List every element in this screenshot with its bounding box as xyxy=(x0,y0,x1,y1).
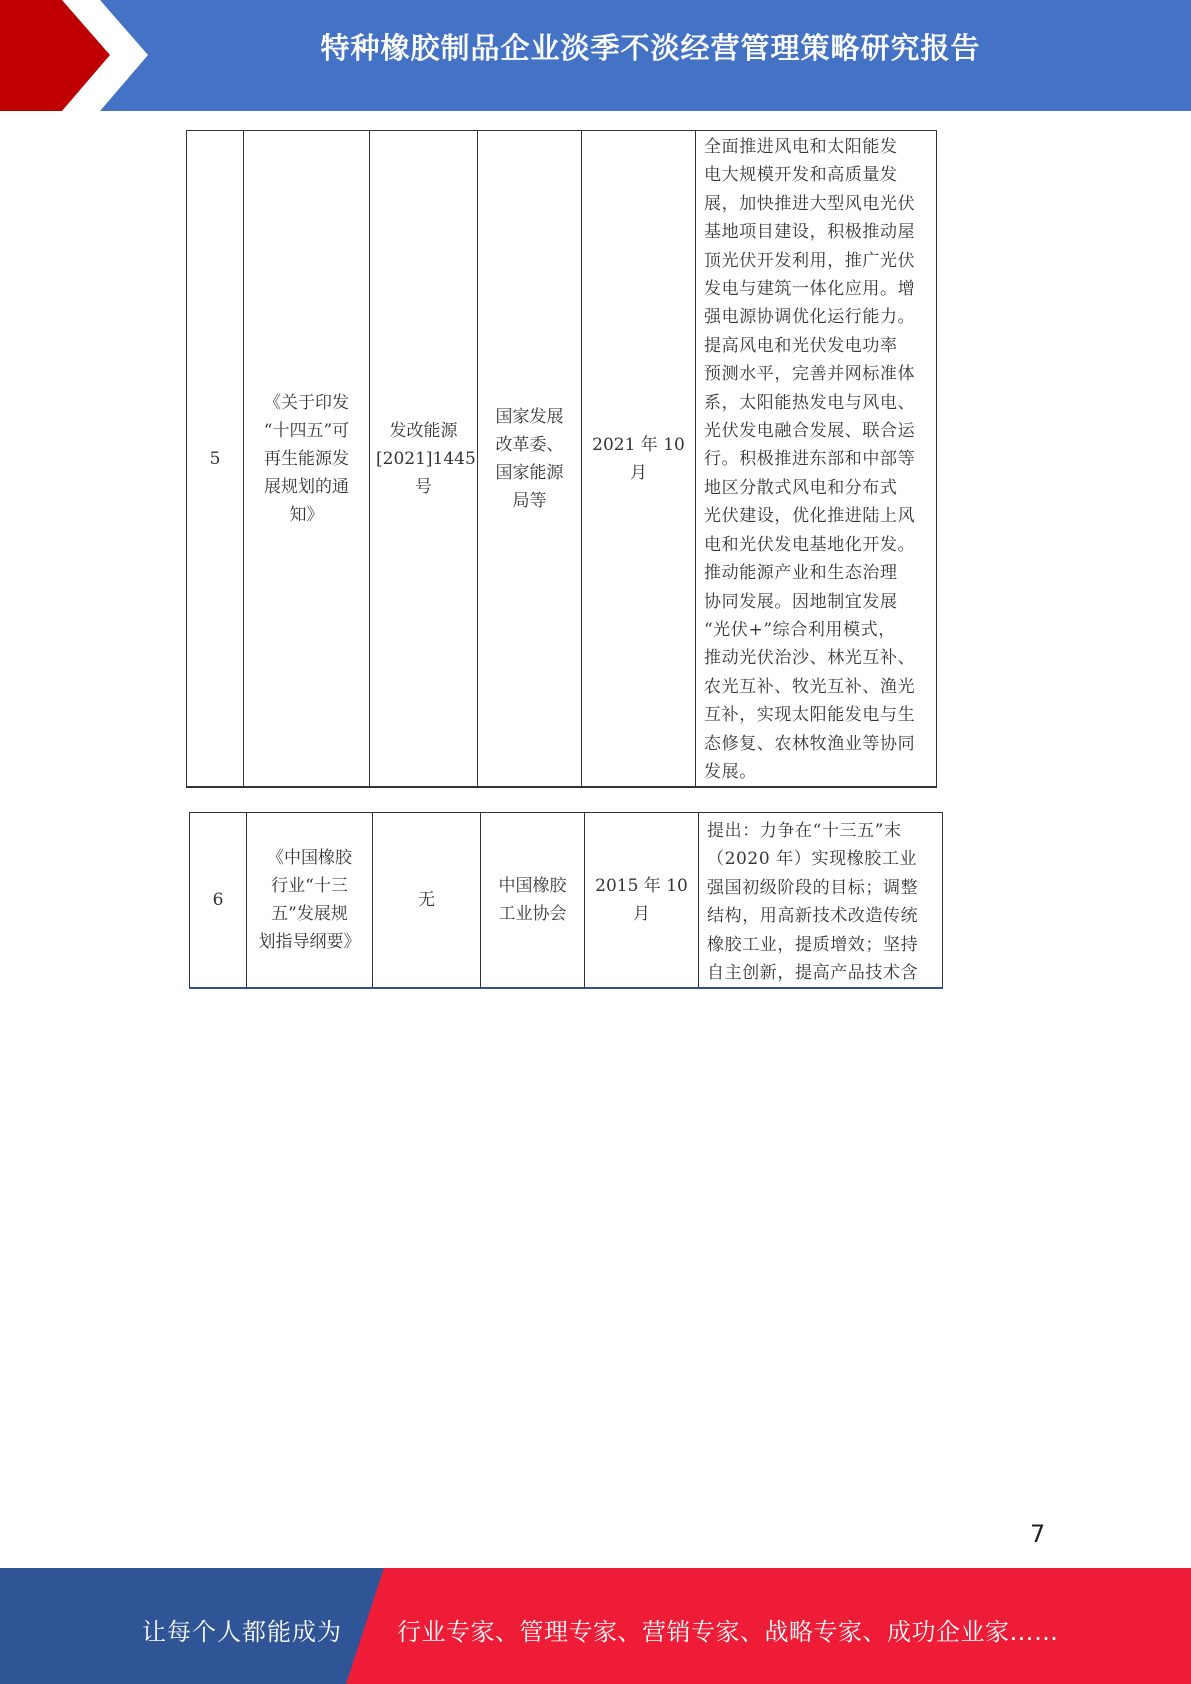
table-row xyxy=(187,131,937,788)
summary-line: 协同发展。因地制宜发展 xyxy=(704,591,898,612)
page-number: 7 xyxy=(1030,1520,1046,1548)
row-number: 5 xyxy=(209,448,221,469)
issuer-line: 国家发展 xyxy=(495,406,564,427)
document-number-line: [2021]1445 xyxy=(376,448,476,469)
summary-line: 顶光伏开发利用，推广光伏 xyxy=(704,250,916,271)
date-line: 2021 年 10 xyxy=(592,434,685,455)
document-number-cell xyxy=(370,131,478,788)
summary-line: 农光互补、牧光互补、渔光 xyxy=(704,676,916,697)
summary-cell xyxy=(696,131,937,788)
issuer-cell xyxy=(478,131,582,788)
policy-name-line: 行业“十三 xyxy=(271,876,348,897)
summary-line: 强电源协调优化运行能力。 xyxy=(704,307,916,328)
summary-line: 结构，用高新技术改造传统 xyxy=(707,906,919,927)
policy-name-line: 展规划的通 xyxy=(264,476,349,497)
summary-line: 光伏发电融合发展、联合运 xyxy=(704,421,916,442)
issuer-line: 工业协会 xyxy=(498,904,567,925)
summary-line: 提出：力争在“十三五”末 xyxy=(707,821,902,841)
row-number-cell xyxy=(187,131,244,788)
policy-name-line: “十四五”可 xyxy=(263,420,350,441)
summary-line: 展，加快推进大型风电光伏 xyxy=(704,193,916,214)
policy-name-line: 《关于印发 xyxy=(264,392,349,413)
policy-name-line: 划指导纲要》 xyxy=(258,932,361,953)
issuer-line: 中国橡胶 xyxy=(498,876,567,897)
summary-line: 橡胶工业，提质增效；坚持 xyxy=(707,934,919,955)
footer-slogan-right: 行业专家、管理专家、营销专家、战略专家、成功企业家…… xyxy=(397,1618,1059,1646)
summary-line: 推动能源产业和生态治理 xyxy=(704,563,898,584)
footer-band xyxy=(0,1568,1191,1684)
summary-line: 电和光伏发电基地化开发。 xyxy=(704,534,916,555)
footer-slogan-left: 让每个人都能成为 xyxy=(142,1618,342,1646)
issuer-cell xyxy=(481,813,585,989)
summary-line: 基地项目建设，积极推动屋 xyxy=(704,222,916,243)
summary-line: 强国初级阶段的目标；调整 xyxy=(707,877,919,898)
table-row xyxy=(190,813,943,989)
summary-line: 自主创新，提高产品技术含 xyxy=(707,963,919,984)
date-cell xyxy=(585,813,699,989)
summary-line: 地区分散式风电和分布式 xyxy=(704,477,898,498)
summary-line: 发电与建筑一体化应用。增 xyxy=(704,279,916,300)
summary-line: “光伏+”综合利用模式， xyxy=(704,619,896,640)
summary-cell xyxy=(699,813,943,989)
summary-line: 态修复、农林牧渔业等协同 xyxy=(704,733,916,754)
policy-name-line: 《中国橡胶 xyxy=(267,848,352,869)
summary-line: 行。积极推进东部和中部等 xyxy=(704,449,916,470)
report-title: 特种橡胶制品企业淡季不淡经营管理策略研究报告 xyxy=(320,31,981,65)
summary-line: （2020 年）实现橡胶工业 xyxy=(707,849,918,870)
header-band xyxy=(0,0,1191,111)
date-line: 2015 年 10 xyxy=(595,876,688,897)
row-number-cell xyxy=(190,813,247,989)
summary-line: 系，太阳能热发电与风电、 xyxy=(704,392,916,413)
row-number: 6 xyxy=(212,890,224,911)
date-line: 月 xyxy=(630,462,647,483)
document-number-line: 发改能源 xyxy=(389,420,458,441)
policy-table-part-2 xyxy=(189,812,943,989)
summary-line: 提高风电和光伏发电功率 xyxy=(704,335,898,356)
date-cell xyxy=(582,131,696,788)
summary-line: 光伏建设，优化推进陆上风 xyxy=(704,506,916,527)
document-number-cell xyxy=(373,813,481,989)
date-line: 月 xyxy=(633,904,650,925)
summary-line: 预测水平，完善并网标准体 xyxy=(704,364,916,385)
policy-name-line: 再生能源发 xyxy=(264,448,349,469)
issuer-line: 改革委、 xyxy=(495,434,564,455)
summary-line: 电大规模开发和高质量发 xyxy=(704,165,898,186)
policy-name-line: 知》 xyxy=(289,504,324,525)
summary-line: 推动光伏治沙、林光互补、 xyxy=(704,648,916,669)
header-chevron-graphic xyxy=(0,0,160,111)
policy-name-line: 五”发展规 xyxy=(271,904,348,925)
document-number-line: 号 xyxy=(415,476,432,497)
issuer-line: 国家能源 xyxy=(495,462,564,483)
issuer-line: 局等 xyxy=(512,490,547,511)
policy-name-cell xyxy=(247,813,373,989)
document-number-line: 无 xyxy=(418,890,435,911)
summary-line: 全面推进风电和太阳能发 xyxy=(704,137,898,157)
policy-table-part-1 xyxy=(186,130,937,788)
policy-name-cell xyxy=(244,131,370,788)
summary-line: 发展。 xyxy=(704,761,757,782)
summary-line: 互补，实现太阳能发电与生 xyxy=(704,705,916,726)
